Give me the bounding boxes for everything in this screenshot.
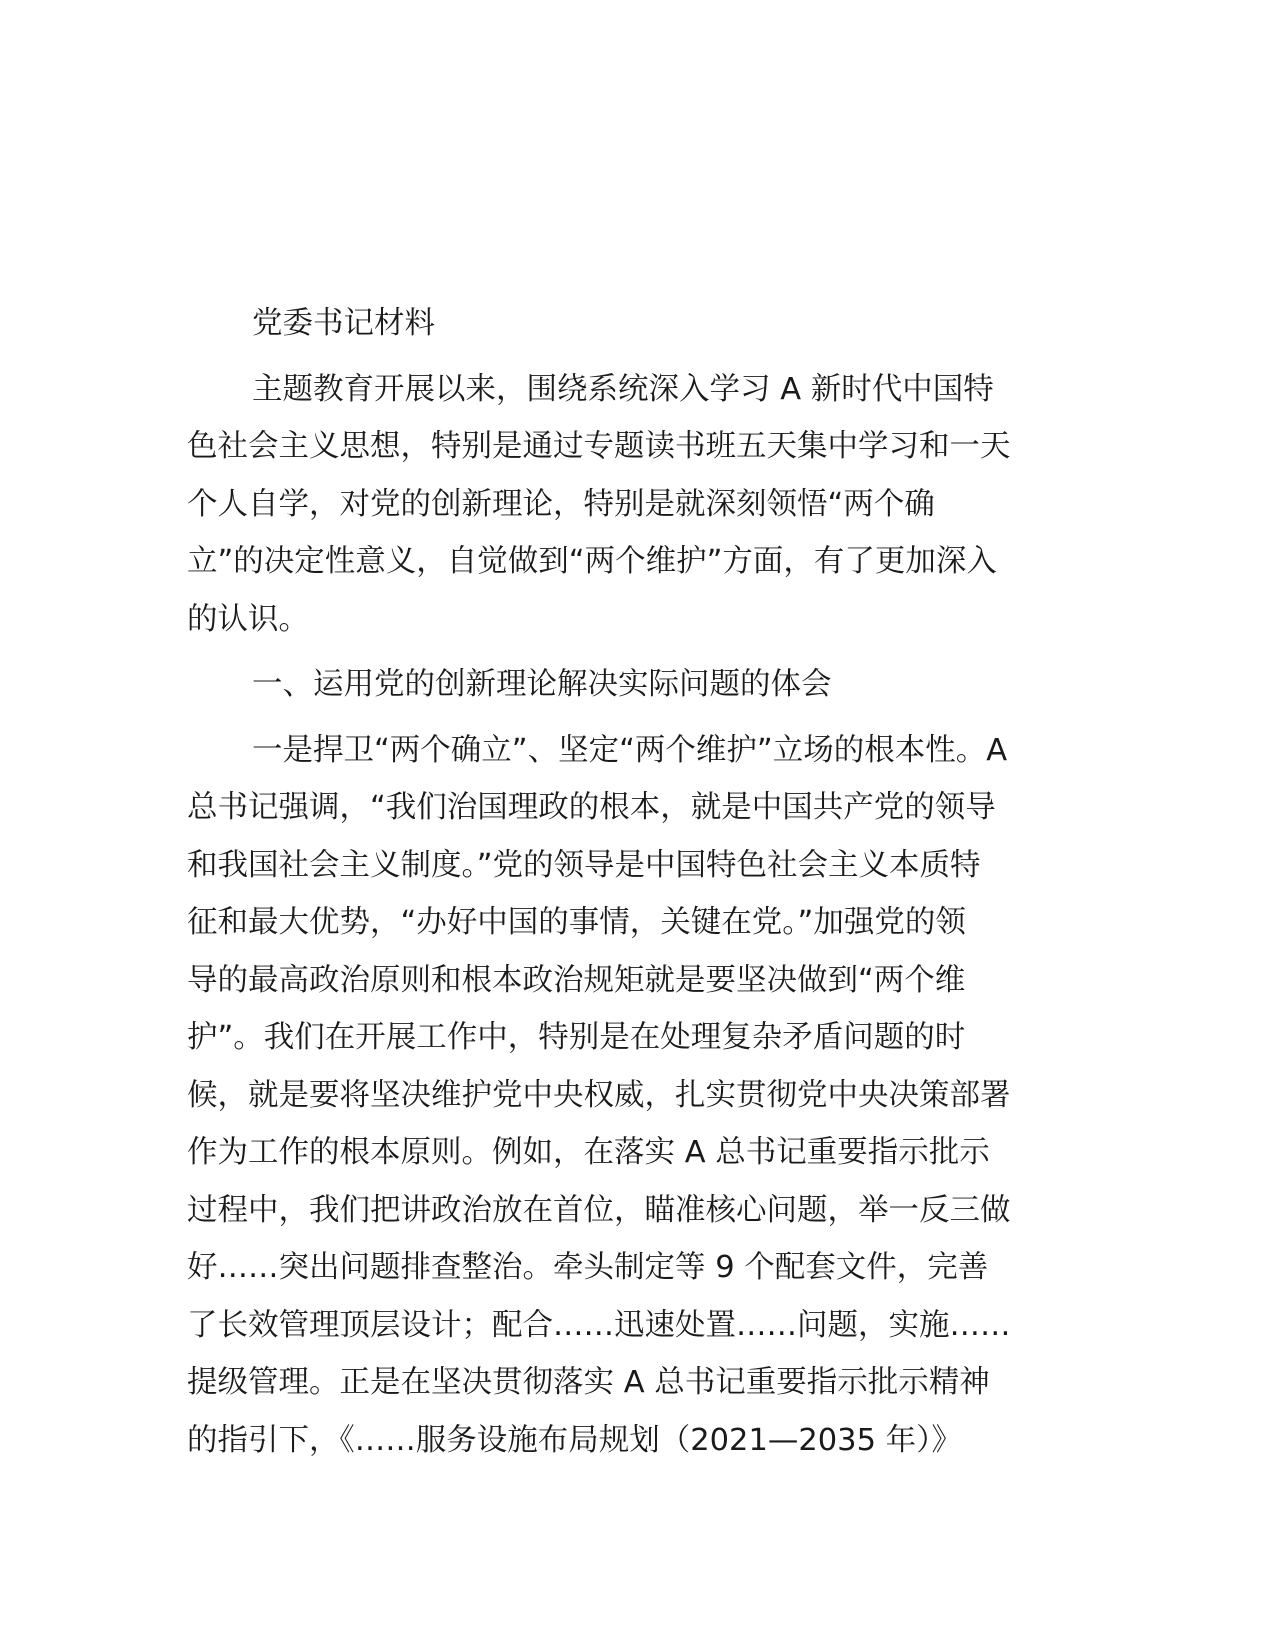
paragraph-2-line-6: 护”。我们在开展工作中，特别是在处理复杂矛盾问题的时 xyxy=(187,1020,966,1055)
paragraph-1-line-1: 主题教育开展以来，围绕系统深入学习 A 新时代中国特 xyxy=(252,371,994,407)
section-heading-1: 一、运用党的创新理论解决实际问题的体会 xyxy=(252,667,832,702)
paragraph-1-line-4: 立”的决定性意义，自觉做到“两个维护”方面，有了更加深入 xyxy=(187,544,997,579)
paragraph-2-line-10: 好……突出问题排查整治。牵头制定等 9 个配套文件，完善 xyxy=(187,1250,989,1285)
paragraph-2-line-3: 和我国社会主义制度。”党的领导是中国特色社会主义本质特 xyxy=(187,847,981,883)
paragraph-1-line-2: 色社会主义思想，特别是通过专题读书班五天集中学习和一天 xyxy=(187,429,1011,464)
paragraph-2-line-7: 候，就是要将坚决维护党中央权威，扎实贯彻党中央决策部署 xyxy=(187,1077,1011,1113)
paragraph-1-line-5: 的认识。 xyxy=(187,601,309,637)
paragraph-2-line-11: 了长效管理顶层设计；配合……迅速处置……问题，实施…… xyxy=(187,1307,1011,1343)
paragraph-2-line-13: 的指引下，《……服务设施布局规划（2021—2035 年）》 xyxy=(187,1422,962,1458)
document-body xyxy=(187,295,1087,1469)
paragraph-2-line-5: 导的最高政治原则和根本政治规矩就是要坚决做到“两个维 xyxy=(187,962,966,998)
paragraph-2-line-2: 总书记强调，“我们治国理政的根本，就是中国共产党的领导 xyxy=(187,790,996,825)
paragraph-2-line-4: 征和最大优势，“办好中国的事情，关键在党。”加强党的领 xyxy=(187,905,966,940)
paragraph-2-line-8: 作为工作的根本原则。例如，在落实 A 总书记重要指示批示 xyxy=(187,1135,990,1170)
paragraph-2-line-1: 一是捍卫“两个确立”、坚定“两个维护”立场的根本性。A xyxy=(252,732,1008,768)
paragraph-1-line-3: 个人自学，对党的创新理论，特别是就深刻领悟“两个确 xyxy=(187,486,935,522)
paragraph-2-line-12: 提级管理。正是在坚决贯彻落实 A 总书记重要指示批示精神 xyxy=(187,1365,990,1400)
paragraph-2-line-9: 过程中，我们把讲政治放在首位，瞄准核心问题，举一反三做 xyxy=(187,1192,1011,1228)
document-title: 党委书记材料 xyxy=(252,306,435,341)
